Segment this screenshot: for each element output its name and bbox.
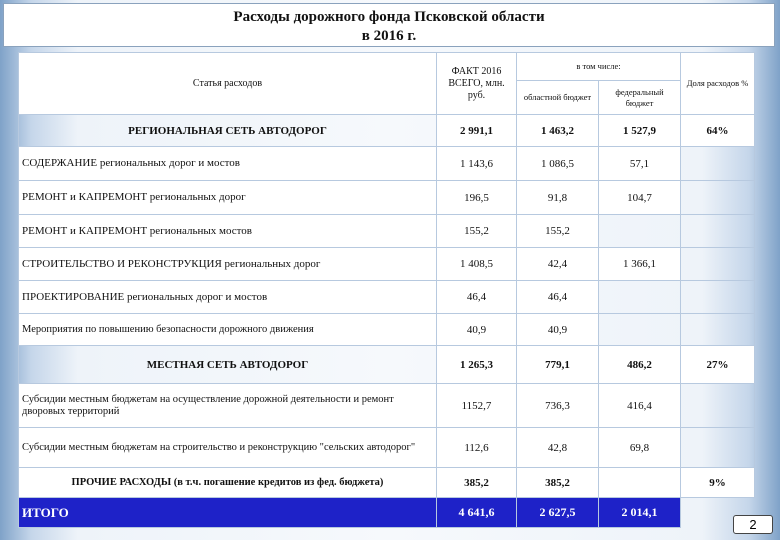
- cell-total: 2 991,1: [437, 115, 517, 147]
- cell-regional: 385,2: [517, 468, 599, 498]
- cell-federal: 1 366,1: [599, 248, 681, 281]
- row-label: Мероприятия по повышению безопасности дорожного движения: [19, 314, 437, 346]
- row-label: ПРОЧИЕ РАСХОДЫ (в т.ч. погашение кредитов из фед. бюджета): [19, 468, 437, 498]
- cell-total: 40,9: [437, 314, 517, 346]
- table-row: [19, 384, 755, 428]
- cell-regional: 1 463,2: [517, 115, 599, 147]
- cell-share: [681, 314, 755, 346]
- table-row: [19, 281, 755, 314]
- cell-federal: 104,7: [599, 181, 681, 215]
- header-share: Доля расходов %: [681, 53, 755, 115]
- cell-share: 64%: [681, 115, 755, 147]
- table-row: [19, 147, 755, 181]
- cell-share: [681, 147, 755, 181]
- cell-federal: 486,2: [599, 346, 681, 384]
- expenses-table: [18, 52, 755, 528]
- cell-federal: 2 014,1: [599, 498, 681, 528]
- cell-federal: [599, 281, 681, 314]
- cell-regional: 155,2: [517, 215, 599, 248]
- cell-regional: 42,8: [517, 428, 599, 468]
- page-number: 2: [733, 515, 773, 534]
- cell-total: 196,5: [437, 181, 517, 215]
- section-label: РЕГИОНАЛЬНАЯ СЕТЬ АВТОДОРОГ: [19, 115, 437, 147]
- cell-federal: 69,8: [599, 428, 681, 468]
- table-row: [19, 181, 755, 215]
- table-row: [19, 314, 755, 346]
- table-row: [19, 428, 755, 468]
- cell-total: 385,2: [437, 468, 517, 498]
- cell-total: 1 143,6: [437, 147, 517, 181]
- row-label: СТРОИТЕЛЬСТВО И РЕКОНСТРУКЦИЯ региональных дорог: [19, 248, 437, 281]
- header-including: в том числе:: [517, 53, 681, 81]
- cell-total: 46,4: [437, 281, 517, 314]
- cell-share: [681, 181, 755, 215]
- cell-regional: 1 086,5: [517, 147, 599, 181]
- row-label: Субсидии местным бюджетам на строительство и реконструкцию "сельских автодорог": [19, 428, 437, 468]
- table-row-other: [19, 468, 755, 498]
- header-federal-budget: федеральный бюджет: [599, 81, 681, 115]
- row-label: ПРОЕКТИРОВАНИЕ региональных дорог и мостов: [19, 281, 437, 314]
- row-label: СОДЕРЖАНИЕ региональных дорог и мостов: [19, 147, 437, 181]
- section-label: МЕСТНАЯ СЕТЬ АВТОДОРОГ: [19, 346, 437, 384]
- cell-regional: 736,3: [517, 384, 599, 428]
- cell-regional: 779,1: [517, 346, 599, 384]
- table-row: [19, 215, 755, 248]
- cell-share: 9%: [681, 468, 755, 498]
- table-row-section-local: [19, 346, 755, 384]
- cell-share: [681, 215, 755, 248]
- header-fact-total: ФАКТ 2016 ВСЕГО, млн. руб.: [437, 53, 517, 115]
- cell-federal: [599, 215, 681, 248]
- cell-total: 1 408,5: [437, 248, 517, 281]
- cell-federal: [599, 314, 681, 346]
- cell-total: 1 265,3: [437, 346, 517, 384]
- cell-total: 4 641,6: [437, 498, 517, 528]
- cell-regional: 2 627,5: [517, 498, 599, 528]
- cell-total: 155,2: [437, 215, 517, 248]
- row-label: РЕМОНТ и КАПРЕМОНТ региональных дорог: [19, 181, 437, 215]
- cell-regional: 46,4: [517, 281, 599, 314]
- total-label: ИТОГО: [19, 498, 437, 528]
- cell-federal: [599, 468, 681, 498]
- header-article: Статья расходов: [19, 53, 437, 115]
- table-row-section-regional: [19, 115, 755, 147]
- header-regional-budget: областной бюджет: [517, 81, 599, 115]
- title-line-1: Расходы дорожного фонда Псковской области: [233, 9, 545, 25]
- row-label: Субсидии местным бюджетам на осуществление дорожной деятельности и ремонт дворовых территорий: [19, 384, 437, 428]
- cell-share: [681, 248, 755, 281]
- cell-total: 1152,7: [437, 384, 517, 428]
- title-line-2: в 2016 г.: [361, 28, 417, 44]
- cell-regional: 42,4: [517, 248, 599, 281]
- table-row-total: [19, 498, 755, 528]
- cell-regional: 40,9: [517, 314, 599, 346]
- cell-share: 27%: [681, 346, 755, 384]
- cell-share: [681, 384, 755, 428]
- slide-title: [3, 3, 775, 47]
- cell-share: [681, 428, 755, 468]
- cell-federal: 57,1: [599, 147, 681, 181]
- table-row: [19, 248, 755, 281]
- cell-total: 112,6: [437, 428, 517, 468]
- cell-share: [681, 281, 755, 314]
- cell-federal: 1 527,9: [599, 115, 681, 147]
- cell-federal: 416,4: [599, 384, 681, 428]
- cell-regional: 91,8: [517, 181, 599, 215]
- row-label: РЕМОНТ и КАПРЕМОНТ региональных мостов: [19, 215, 437, 248]
